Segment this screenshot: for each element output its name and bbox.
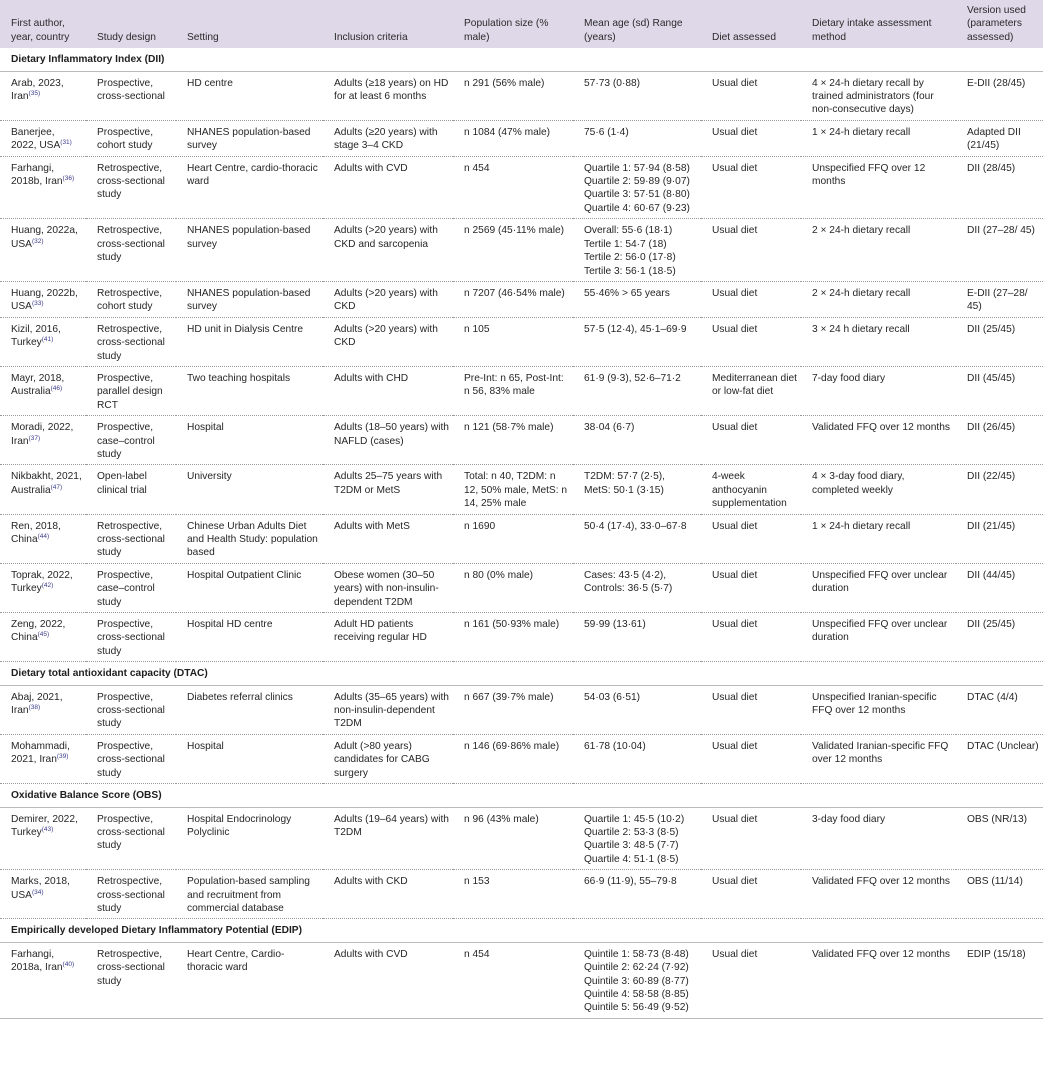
cell-version: DII (26/45) (956, 416, 1043, 465)
cell-diet: Mediterranean diet or low-fat diet (701, 366, 801, 415)
reference-link[interactable]: (39) (56, 753, 69, 761)
cell-diet: Usual diet (701, 514, 801, 563)
cell-age (573, 563, 701, 612)
age-line: 59·99 (13·61) (584, 619, 646, 631)
header-population: Population size (% male) (464, 18, 549, 43)
reference-link[interactable]: (43) (41, 825, 54, 833)
cell-population: n 153 (453, 870, 573, 919)
cell-author (0, 563, 86, 612)
age-line: Quartile 1: 57·94 (8·58) (584, 162, 690, 174)
age-line: MetS: 50·1 (3·15) (584, 484, 664, 496)
reference-link[interactable]: (34) (31, 888, 44, 896)
cell-version: DTAC (Unclear) (956, 734, 1043, 783)
table-row (0, 734, 1043, 783)
author-text: Banerjee, 2022, USA (11, 126, 61, 152)
cell-age (573, 317, 701, 366)
cell-version: DII (21/45) (956, 514, 1043, 563)
age-line: 75·6 (1·4) (584, 126, 629, 138)
author-text: Nikbakht, 2021, Australia (11, 471, 82, 496)
cell-population: n 2569 (45·11% male) (453, 219, 573, 282)
age-line: Quartile 3: 57·51 (8·80) (584, 189, 690, 201)
cell-setting: Two teaching hospitals (176, 366, 323, 415)
cell-method: Unspecified Iranian-specific FFQ over 12 months (801, 685, 956, 734)
cell-inclusion: Adults (≥18 years) on HD for at least 6 months (323, 71, 453, 120)
age-line: Quartile 1: 45·5 (10·2) (584, 813, 685, 825)
cell-setting: Hospital HD centre (176, 613, 323, 662)
cell-diet: Usual diet (701, 685, 801, 734)
cell-method: Validated FFQ over 12 months (801, 870, 956, 919)
cell-age (573, 685, 701, 734)
cell-design: Open-label clinical trial (86, 465, 176, 514)
cell-diet: Usual diet (701, 281, 801, 317)
cell-design: Retrospective, cross-sectional study (86, 156, 176, 219)
header-author: First author, year, country (11, 18, 70, 43)
cell-method: 7-day food diary (801, 366, 956, 415)
cell-author (0, 71, 86, 120)
cell-design: Retrospective, cross-sectional study (86, 870, 176, 919)
cell-inclusion: Adults (>20 years) with CKD and sarcopenia (323, 219, 453, 282)
cell-version: OBS (11/14) (956, 870, 1043, 919)
cell-design: Prospective, cross-sectional study (86, 685, 176, 734)
cell-inclusion: Adults with CHD (323, 366, 453, 415)
age-line: Quartile 3: 48·5 (7·7) (584, 840, 679, 852)
cell-population: n 146 (69·86% male) (453, 734, 573, 783)
cell-inclusion: Adults (>20 years) with CKD (323, 281, 453, 317)
cell-design: Retrospective, cross-sectional study (86, 317, 176, 366)
cell-setting: Heart Centre, Cardio-thoracic ward (176, 942, 323, 1018)
cell-version: E-DII (28/45) (956, 71, 1043, 120)
cell-version: DII (44/45) (956, 563, 1043, 612)
cell-age (573, 807, 701, 870)
reference-link[interactable]: (38) (28, 704, 41, 712)
age-line: T2DM: 57·7 (2·5), (584, 471, 665, 483)
age-line: 57·5 (12·4), 45·1–69·9 (584, 323, 687, 335)
cell-version: DII (27–28/ 45) (956, 219, 1043, 282)
age-line: 57·73 (0·88) (584, 77, 641, 89)
reference-link[interactable]: (37) (28, 434, 41, 442)
age-line: Quintile 5: 56·49 (9·52) (584, 1002, 689, 1014)
cell-method: 3-day food diary (801, 807, 956, 870)
cell-design: Prospective, parallel design RCT (86, 366, 176, 415)
table-row (0, 71, 1043, 120)
cell-design: Retrospective, cross-sectional study (86, 219, 176, 282)
table-row (0, 156, 1043, 219)
cell-age (573, 71, 701, 120)
author-text: Huang, 2022a, USA (11, 225, 78, 250)
cell-design: Prospective, cross-sectional study (86, 807, 176, 870)
age-line: Quartile 2: 59·89 (9·07) (584, 176, 690, 188)
cell-method: Validated FFQ over 12 months (801, 942, 956, 1018)
age-line: Quintile 4: 58·58 (8·85) (584, 988, 689, 1000)
cell-setting: NHANES population-based survey (176, 219, 323, 282)
table-row (0, 563, 1043, 612)
cell-author (0, 120, 86, 156)
age-line: 66·9 (11·9), 55–79·8 (584, 876, 677, 888)
reference-link[interactable]: (36) (62, 175, 75, 183)
cell-method: 2 × 24-h dietary recall (801, 219, 956, 282)
cell-design: Prospective, case–control study (86, 416, 176, 465)
cell-author (0, 219, 86, 282)
cell-age (573, 870, 701, 919)
section-title: Dietary Inflammatory Index (DII) (0, 48, 1043, 71)
cell-version: DII (28/45) (956, 156, 1043, 219)
author-text: Mohammadi, 2021, Iran (11, 740, 70, 766)
age-line: 38·04 (6·7) (584, 422, 635, 434)
cell-method: 1 × 24-h dietary recall (801, 120, 956, 156)
header-method: Dietary intake assessment method (812, 18, 932, 43)
age-line: Quintile 2: 62·24 (7·92) (584, 962, 689, 974)
cell-version: DII (45/45) (956, 366, 1043, 415)
cell-inclusion: Adults (35–65 years) with non-insulin-dependent T2DM (323, 685, 453, 734)
section-title: Oxidative Balance Score (OBS) (0, 784, 1043, 807)
cell-design: Prospective, cross-sectional study (86, 613, 176, 662)
age-line: Quintile 3: 60·89 (8·77) (584, 975, 689, 987)
cell-setting: Population-based sampling and recruitment from commercial database (176, 870, 323, 919)
cell-author (0, 807, 86, 870)
cell-diet: Usual diet (701, 156, 801, 219)
cell-setting: University (176, 465, 323, 514)
cell-age (573, 219, 701, 282)
cell-design: Retrospective, cross-sectional study (86, 514, 176, 563)
cell-author (0, 281, 86, 317)
age-line: Quartile 2: 53·3 (8·5) (584, 826, 679, 838)
age-line: 61·78 (10·04) (584, 740, 646, 752)
age-line: 55·46% > 65 years (584, 287, 670, 299)
cell-setting: NHANES population-based survey (176, 281, 323, 317)
table-row (0, 942, 1043, 1018)
cell-diet: Usual diet (701, 734, 801, 783)
age-line: Quartile 4: 60·67 (9·23) (584, 202, 690, 214)
age-line: 61·9 (9·3), 52·6–71·2 (584, 372, 681, 384)
cell-diet: 4-week anthocyanin supplementation (701, 465, 801, 514)
header-age: Mean age (sd) Range (years) (584, 18, 683, 43)
table-row (0, 685, 1043, 734)
cell-version: DII (25/45) (956, 317, 1043, 366)
cell-setting: Hospital Endocrinology Polyclinic (176, 807, 323, 870)
author-text: Mayr, 2018, Australia (11, 372, 65, 398)
cell-diet: Usual diet (701, 563, 801, 612)
header-setting: Setting (187, 31, 219, 43)
age-line: 54·03 (6·51) (584, 691, 641, 703)
table-row (0, 317, 1043, 366)
cell-population: n 454 (453, 156, 573, 219)
cell-diet: Usual diet (701, 71, 801, 120)
cell-author (0, 366, 86, 415)
cell-setting: Hospital (176, 734, 323, 783)
author-text: Huang, 2022b, USA (11, 287, 78, 313)
cell-design: Prospective, cross-sectional (86, 71, 176, 120)
section-title: Dietary total antioxidant capacity (DTAC) (0, 662, 1043, 685)
cell-age (573, 613, 701, 662)
cell-method: 3 × 24 h dietary recall (801, 317, 956, 366)
cell-author (0, 317, 86, 366)
cell-method: Validated FFQ over 12 months (801, 416, 956, 465)
cell-inclusion: Adult HD patients receiving regular HD (323, 613, 453, 662)
cell-author (0, 465, 86, 514)
age-line: Tertile 1: 54·7 (18) (584, 238, 667, 250)
header-diet: Diet assessed (712, 31, 776, 43)
cell-setting: Chinese Urban Adults Diet and Health Study: population based (176, 514, 323, 563)
cell-age (573, 416, 701, 465)
header-inclusion: Inclusion criteria (334, 31, 408, 43)
cell-author (0, 156, 86, 219)
cell-setting: Hospital Outpatient Clinic (176, 563, 323, 612)
cell-inclusion: Adults with CKD (323, 870, 453, 919)
cell-version: OBS (NR/13) (956, 807, 1043, 870)
cell-author (0, 514, 86, 563)
cell-method: Unspecified FFQ over unclear duration (801, 613, 956, 662)
cell-design: Prospective, case–control study (86, 563, 176, 612)
table-row (0, 465, 1043, 514)
table-row (0, 870, 1043, 919)
cell-inclusion: Adult (>80 years) candidates for CABG surgery (323, 734, 453, 783)
cell-inclusion: Adults (>20 years) with CKD (323, 317, 453, 366)
reference-link[interactable]: (31) (60, 139, 72, 147)
cell-design: Retrospective, cross-sectional study (86, 942, 176, 1018)
cell-age (573, 942, 701, 1018)
author-text: Zeng, 2022, China (11, 619, 66, 644)
cell-diet: Usual diet (701, 870, 801, 919)
cell-version: EDIP (15/18) (956, 942, 1043, 1018)
reference-link[interactable]: (42) (41, 582, 54, 590)
cell-population: Total: n 40, T2DM: n 12, 50% male, MetS: n 14, 25% male (453, 465, 573, 514)
author-text: Farhangi, 2018b, Iran (11, 162, 63, 188)
cell-inclusion: Adults (19–64 years) with T2DM (323, 807, 453, 870)
cell-diet: Usual diet (701, 416, 801, 465)
cell-setting: NHANES population-based survey (176, 120, 323, 156)
author-text: Abaj, 2021, Iran (11, 691, 63, 717)
cell-version: DTAC (4/4) (956, 685, 1043, 734)
cell-method: Validated Iranian-specific FFQ over 12 months (801, 734, 956, 783)
table-body (0, 48, 1043, 1018)
reference-link[interactable]: (40) (62, 961, 75, 969)
cell-setting: HD centre (176, 71, 323, 120)
cell-population: n 7207 (46·54% male) (453, 281, 573, 317)
cell-inclusion: Adults (≥20 years) with stage 3–4 CKD (323, 120, 453, 156)
cell-design: Prospective, cohort study (86, 120, 176, 156)
cell-population: n 80 (0% male) (453, 563, 573, 612)
section-header-row (0, 48, 1043, 71)
table-row (0, 281, 1043, 317)
table-row (0, 416, 1043, 465)
cell-version: Adapted DII (21/45) (956, 120, 1043, 156)
cell-author (0, 870, 86, 919)
section-title: Empirically developed Dietary Inflammatory Potential (EDIP) (0, 919, 1043, 942)
cell-age (573, 120, 701, 156)
author-text: Kizil, 2016, Turkey (11, 323, 61, 349)
cell-author (0, 734, 86, 783)
reference-link[interactable]: (46) (50, 385, 63, 393)
cell-diet: Usual diet (701, 317, 801, 366)
cell-age (573, 281, 701, 317)
cell-author (0, 942, 86, 1018)
reference-link[interactable]: (35) (28, 90, 41, 98)
cell-inclusion: Adults 25–75 years with T2DM or MetS (323, 465, 453, 514)
cell-population: n 1084 (47% male) (453, 120, 573, 156)
cell-diet: Usual diet (701, 807, 801, 870)
age-line: Controls: 36·5 (5·7) (584, 583, 673, 595)
table-row (0, 120, 1043, 156)
table-row (0, 807, 1043, 870)
cell-inclusion: Adults with CVD (323, 942, 453, 1018)
cell-method: Unspecified FFQ over unclear duration (801, 563, 956, 612)
cell-author (0, 416, 86, 465)
cell-population: n 96 (43% male) (453, 807, 573, 870)
cell-author (0, 685, 86, 734)
cell-population: n 161 (50·93% male) (453, 613, 573, 662)
header-design: Study design (97, 31, 156, 43)
cell-diet: Usual diet (701, 942, 801, 1018)
cell-age (573, 465, 701, 514)
cell-setting: Diabetes referral clinics (176, 685, 323, 734)
table-header (0, 0, 1043, 48)
cell-age (573, 156, 701, 219)
author-text: Toprak, 2022, Turkey (11, 569, 73, 595)
cell-author (0, 613, 86, 662)
cell-population: n 454 (453, 942, 573, 1018)
author-text: Demirer, 2022, Turkey (11, 813, 78, 838)
cell-population: n 121 (58·7% male) (453, 416, 573, 465)
cell-population: n 105 (453, 317, 573, 366)
age-line: Cases: 43·5 (4·2), (584, 569, 667, 581)
author-text: Farhangi, 2018a, Iran (11, 948, 63, 974)
age-line: Tertile 3: 56·1 (18·5) (584, 265, 676, 277)
cell-population: Pre-Int: n 65, Post-Int: n 56, 83% male (453, 366, 573, 415)
age-line: Overall: 55·6 (18·1) (584, 225, 673, 237)
cell-method: 1 × 24-h dietary recall (801, 514, 956, 563)
cell-version: DII (25/45) (956, 613, 1043, 662)
cell-design: Retrospective, cohort study (86, 281, 176, 317)
reference-link[interactable]: (33) (31, 300, 44, 308)
age-line: Quartile 4: 51·1 (8·5) (584, 853, 679, 865)
cell-inclusion: Adults with MetS (323, 514, 453, 563)
cell-population: n 1690 (453, 514, 573, 563)
cell-method: Unspecified FFQ over 12 months (801, 156, 956, 219)
cell-version: E-DII (27–28/ 45) (956, 281, 1043, 317)
reference-link[interactable]: (32) (31, 237, 44, 245)
header-version: Version used (parameters assessed) (967, 5, 1026, 43)
table-row (0, 613, 1043, 662)
section-header-row (0, 784, 1043, 807)
age-line: Quintile 1: 58·73 (8·48) (584, 948, 689, 960)
reference-link[interactable]: (47) (50, 483, 63, 491)
reference-link[interactable]: (41) (41, 336, 54, 344)
age-line: Tertile 2: 56·0 (17·8) (584, 252, 676, 264)
cell-method: 4 × 24-h dietary recall by trained administrators (four non-consecutive days) (801, 71, 956, 120)
reference-link[interactable]: (44) (37, 533, 50, 540)
table-row (0, 219, 1043, 282)
cell-method: 2 × 24-h dietary recall (801, 281, 956, 317)
section-header-row (0, 919, 1043, 942)
cell-age (573, 366, 701, 415)
cell-diet: Usual diet (701, 219, 801, 282)
cell-setting: Hospital (176, 416, 323, 465)
author-text: Moradi, 2022, Iran (11, 422, 74, 447)
cell-inclusion: Obese women (30–50 years) with non-insulin-dependent T2DM (323, 563, 453, 612)
age-line: 50·4 (17·4), 33·0–67·8 (584, 520, 687, 532)
cell-method: 4 × 3-day food diary, completed weekly (801, 465, 956, 514)
cell-setting: Heart Centre, cardio-thoracic ward (176, 156, 323, 219)
cell-inclusion: Adults (18–50 years) with NAFLD (cases) (323, 416, 453, 465)
cell-design: Prospective, cross-sectional study (86, 734, 176, 783)
cell-inclusion: Adults with CVD (323, 156, 453, 219)
cell-version: DII (22/45) (956, 465, 1043, 514)
section-header-row (0, 662, 1043, 685)
cell-diet: Usual diet (701, 120, 801, 156)
cell-population: n 291 (56% male) (453, 71, 573, 120)
author-text: Marks, 2018, USA (11, 876, 70, 901)
author-text: Arab, 2023, Iran (11, 77, 64, 103)
author-text: Ren, 2018, China (11, 520, 61, 545)
cell-diet: Usual diet (701, 613, 801, 662)
cell-age (573, 514, 701, 563)
cell-age (573, 734, 701, 783)
cell-population: n 667 (39·7% male) (453, 685, 573, 734)
table-row (0, 366, 1043, 415)
cell-setting: HD unit in Dialysis Centre (176, 317, 323, 366)
reference-link[interactable]: (45) (37, 631, 50, 639)
table-row (0, 514, 1043, 563)
